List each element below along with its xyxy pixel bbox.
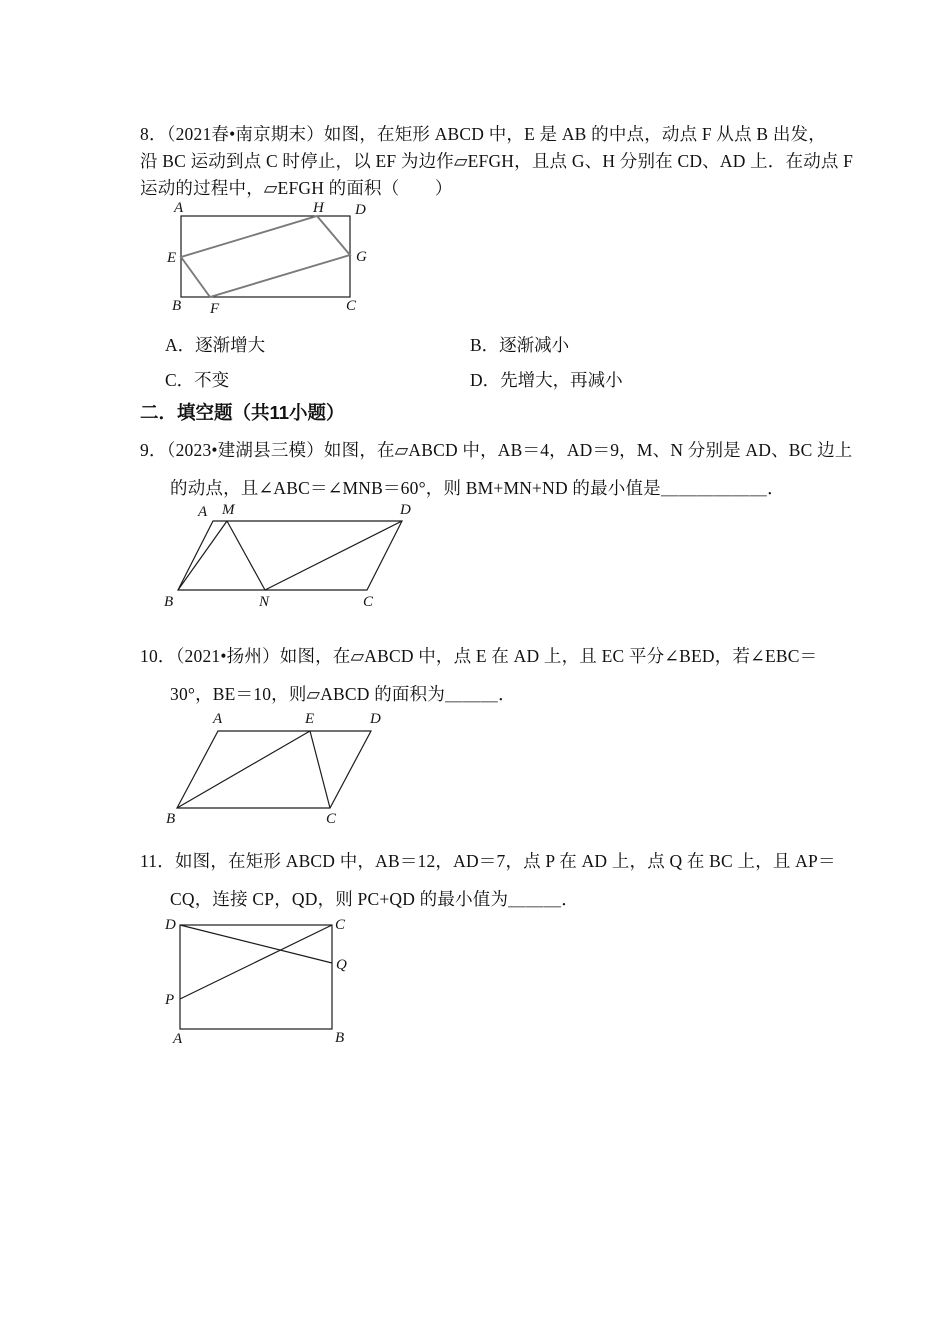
vertex-label-b: B — [335, 1030, 345, 1046]
vertex-label-d: D — [355, 202, 366, 218]
vertex-label-h: H — [313, 200, 324, 216]
question-10-text — [140, 643, 817, 669]
vertex-label-c: C — [346, 298, 357, 314]
option-a: A．逐渐增大 — [165, 335, 266, 355]
figure-question-8 — [163, 200, 378, 318]
question-11-text — [140, 848, 836, 874]
vertex-label-e: E — [167, 250, 177, 266]
vertex-label-e: E — [305, 711, 315, 727]
segment-nd — [265, 521, 402, 590]
segment-dq — [180, 925, 332, 963]
vertex-label-d: D — [400, 502, 411, 518]
segment-ec — [310, 731, 330, 808]
figure-question-11 — [160, 913, 365, 1045]
vertex-label-c: C — [363, 594, 374, 610]
vertex-label-b: B — [164, 594, 174, 610]
vertex-label-a: A — [198, 504, 208, 520]
vertex-label-f: F — [210, 301, 220, 317]
rectangle-dcba — [180, 925, 332, 1029]
segment-mn — [227, 521, 265, 590]
question-11-text-line2 — [170, 886, 579, 912]
question-11-line-2: CQ，连接 CP，QD，则 PC+QD 的最小值为＿＿＿． — [170, 889, 579, 909]
question-8-text — [140, 121, 853, 202]
question-11-line-1: 11．如图，在矩形 ABCD 中，AB＝12，AD＝7，点 P 在 AD 上，点 Q 在 BC 上，且 AP＝ — [140, 851, 836, 871]
question-8-line-3: 运动的过程中，▱EFGH 的面积（ ） — [140, 178, 453, 198]
vertex-label-a: A — [173, 1031, 183, 1047]
vertex-label-b: B — [166, 811, 176, 827]
vertex-label-n: N — [259, 594, 270, 610]
vertex-label-c: C — [335, 917, 346, 933]
question-9-line-2: 的动点，且∠ABC＝∠MNB＝60°，则 BM+MN+ND 的最小值是＿＿＿＿＿＿． — [170, 478, 785, 498]
figure-question-9 — [160, 503, 418, 611]
parallelogram-abcd — [177, 731, 371, 808]
rectangle-abcd — [181, 216, 350, 297]
question-10-line-1: 10．（2021•扬州）如图，在▱ABCD 中，点 E 在 AD 上，且 EC 平分∠BED，若∠EBC＝ — [140, 646, 818, 666]
option-d: D．先增大，再减小 — [470, 370, 623, 390]
vertex-label-a: A — [213, 711, 223, 727]
option-b: B．逐渐减小 — [470, 335, 570, 355]
section-2-header: 二．填空题（共11小题） — [140, 402, 345, 423]
figure-question-10 — [165, 708, 423, 826]
question-9-line-1: 9．（2023•建湖县三模）如图，在▱ABCD 中，AB＝4，AD＝9，M、N 分别是 AD、BC 边上 — [140, 440, 853, 460]
question-10-line-2: 30°，BE＝10，则▱ABCD 的面积为＿＿＿． — [170, 684, 516, 704]
parallelogram-abcd — [178, 521, 402, 590]
rectangle-abcd-with-parallelogram-efgh — [163, 200, 378, 318]
vertex-label-d: D — [370, 711, 381, 727]
question-9-text-line2 — [170, 475, 785, 501]
vertex-label-m: M — [222, 502, 235, 518]
vertex-label-c: C — [326, 811, 337, 827]
question-9-text — [140, 437, 853, 463]
parallelogram-abcd-with-e — [165, 708, 423, 826]
rectangle-with-p-q — [160, 913, 365, 1045]
question-10-text-line2 — [170, 681, 516, 707]
parallelogram-efgh — [181, 216, 350, 297]
question-8-line-2: 沿 BC 运动到点 C 时停止，以 EF 为边作▱EFGH，且点 G、H 分别在 CD、AD 上．在动点 F — [140, 151, 854, 171]
vertex-label-g: G — [356, 249, 367, 265]
vertex-label-p: P — [165, 992, 175, 1008]
vertex-label-b: B — [172, 298, 182, 314]
question-8-line-1: 8．（2021春•南京期末）如图，在矩形 ABCD 中，E 是 AB 的中点，动点 F 从点 B 出发， — [140, 124, 826, 144]
parallelogram-abcd-with-m-n — [160, 503, 418, 611]
vertex-label-a: A — [174, 200, 184, 216]
option-c: C．不变 — [165, 370, 230, 390]
vertex-label-q: Q — [336, 957, 347, 973]
vertex-label-d: D — [165, 917, 176, 933]
segment-bm — [178, 521, 227, 590]
segment-pc — [180, 925, 332, 999]
